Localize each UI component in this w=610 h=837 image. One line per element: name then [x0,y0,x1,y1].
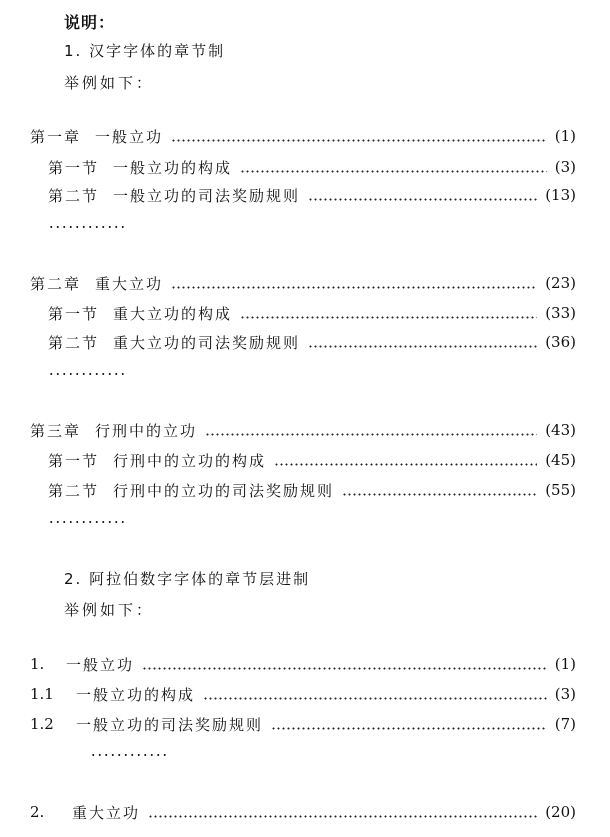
section-2-example-label: 举例如下： [64,601,155,619]
section-title: 重大立功的构成 [113,304,233,323]
entry-number: 1. [30,655,45,673]
page-number: (33) [545,304,576,322]
leader-dots [271,717,547,731]
chapter-number: 第二章 [30,274,82,293]
page-number: (45) [545,451,576,469]
continuation-dots [48,367,126,377]
entry-number: 1.2 [30,715,54,733]
continuation-dots [48,220,126,230]
toc-entry-1-2 [30,712,576,736]
section-number: 第二节 [48,186,100,205]
chapter-number: 第一章 [30,127,82,146]
chapter-title: 重大立功 [95,274,164,293]
page-number: (1) [554,655,576,673]
entry-number: 2. [30,803,45,821]
leader-dots [342,483,537,497]
continuation-dots [48,515,126,525]
toc-chapter-2 [30,271,576,295]
leader-dots [148,805,537,819]
toc-section-2-1 [48,301,576,325]
page-number: (7) [554,715,576,733]
entry-number: 1.1 [30,685,54,703]
section-2-title: 2. 阿拉伯数字字体的章节层进制 [64,570,311,588]
section-1-example-label: 举例如下： [64,74,155,92]
leader-dots [203,687,547,701]
toc-entry-2 [30,800,576,824]
toc-section-2-2 [48,330,576,354]
section-number: 第一节 [48,158,100,177]
leader-dots [171,129,547,143]
toc-chapter-1 [30,124,576,148]
toc-section-3-2 [48,478,576,502]
section-number: 第一节 [48,304,100,323]
page-number: (36) [545,333,576,351]
leader-dots [171,276,537,290]
section-number: 第二节 [48,481,100,500]
toc-chapter-3 [30,418,576,442]
toc-section-1-1 [48,155,576,179]
continuation-dots [90,748,168,758]
toc-section-1-2 [48,183,576,207]
section-number: 第二节 [48,333,100,352]
page-number: (55) [545,481,576,499]
entry-title: 一般立功的司法奖励规则 [76,715,264,734]
leader-dots [274,453,537,467]
page-number: (3) [554,158,576,176]
leader-dots [240,306,537,320]
section-title: 行刑中的立功的司法奖励规则 [113,481,335,500]
toc-entry-1 [30,652,576,676]
page-number: (13) [545,186,576,204]
notes-heading: 说明： [64,13,116,32]
toc-entry-1-1 [30,682,576,706]
section-number: 第一节 [48,451,100,470]
chapter-number: 第三章 [30,421,82,440]
page-number: (3) [554,685,576,703]
leader-dots [142,657,547,671]
chapter-title: 一般立功 [95,127,164,146]
page-number: (23) [545,274,576,292]
leader-dots [308,335,537,349]
section-title: 行刑中的立功的构成 [113,451,267,470]
entry-title: 重大立功 [72,803,141,822]
entry-title: 一般立功 [66,655,135,674]
page-number: (20) [545,803,576,821]
section-title: 一般立功的构成 [113,158,233,177]
page-number: (43) [545,421,576,439]
leader-dots [308,188,537,202]
section-title: 一般立功的司法奖励规则 [113,186,301,205]
section-1-title: 1. 汉字字体的章节制 [64,42,226,60]
entry-title: 一般立功的构成 [76,685,196,704]
toc-section-3-1 [48,448,576,472]
page-number: (1) [554,127,576,145]
leader-dots [205,423,537,437]
chapter-title: 行刑中的立功 [95,421,198,440]
leader-dots [240,160,547,174]
section-title: 重大立功的司法奖励规则 [113,333,301,352]
